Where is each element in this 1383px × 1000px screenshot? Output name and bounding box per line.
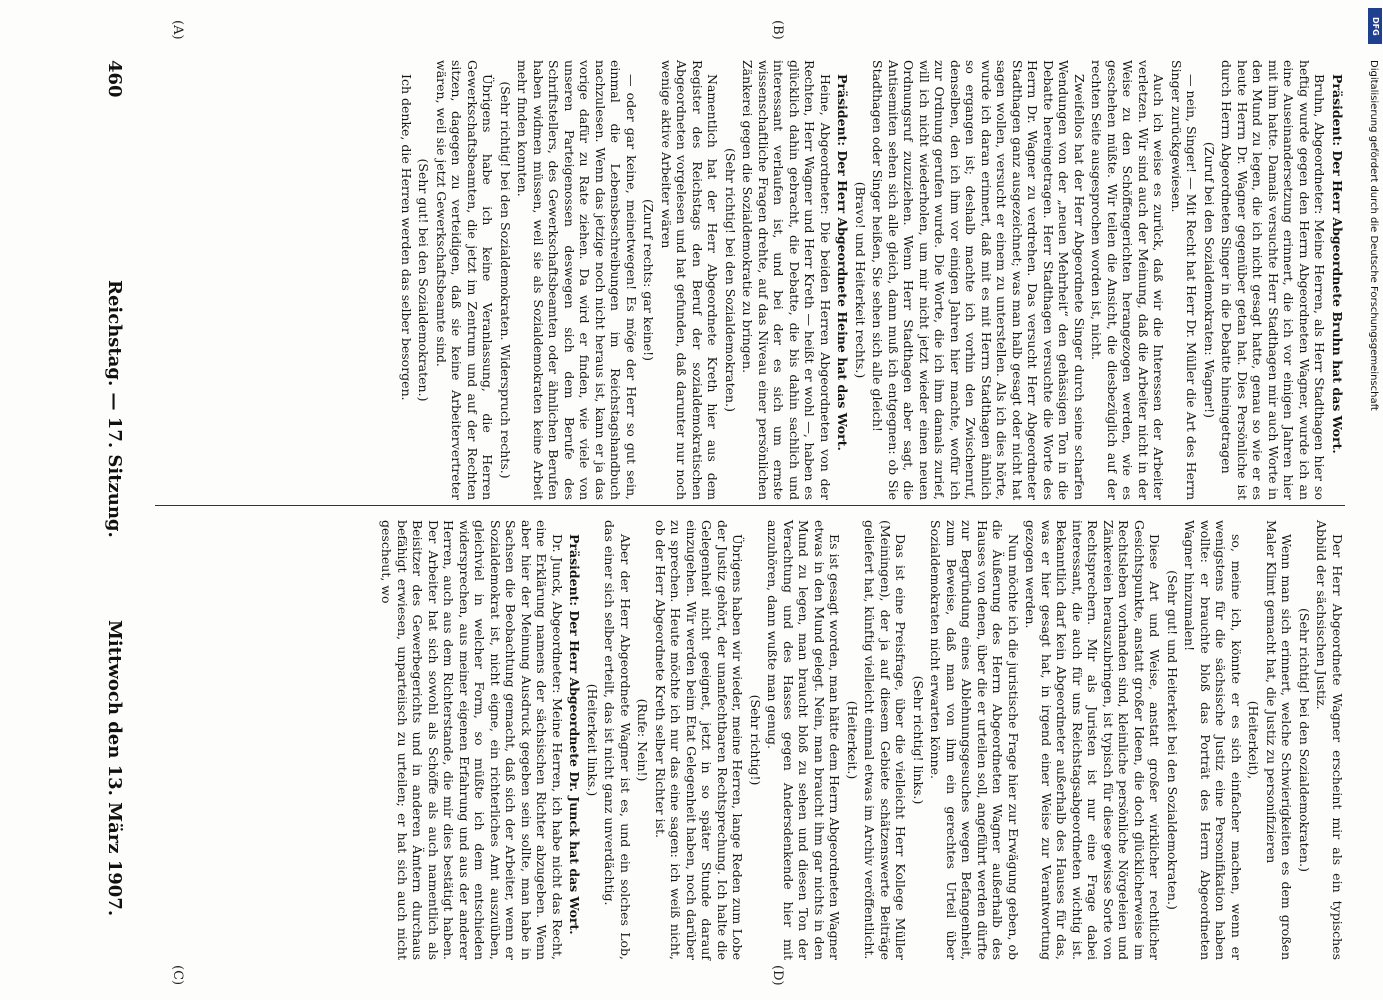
left-column-paragraph: Zweifellos hat der Herr Abgeordnete Singer durch seine scharfen Wendungen von der „neuen Mehrheit“ den gehässigen Ton in die Debatte hereingetragen. Herr Stadthagen versuchte die Worte des Herrn Dr. Wagner zu verdrehen. Das versucht Herr Abgeordneter Stadthagen ganz ausgezeichnet; was man halb gesagt oder nicht hat sagen wollen, versucht er einem zu unterstellen. Als ich dies hörte, wurde ich daran erinnert, daß mit es mit Herrn Stadthagen ähnlich so ergangen ist; deshalb machte ich vorhin den Zwischenruf, denselben, den ich ihm vor einigen Jahren hier machte, wofür ich zur Ordnung gerufen wurde. Die Worte, die ich ihm damals zurief, will ich nicht wiederholen, um mir nicht jetzt wieder einen neuen Ordnungsruf zuzuziehen. Wenn Herr Stadthagen aber sagt, die Antisemiten sehen sich alle gleich, dann muß ich entgegnen: ob Sie Stadthagen oder Singer heißen, Sie sehen sich alle gleich! [870,60,1087,500]
right-column-interjection: (Heiterkeit links.) [585,683,600,797]
left-column-paragraph: Heine, Abgeordneter: Die beiden Herren Abgeordneten von der Rechten, Herr Wagner und Herr Kreth — heißt er wohl —, haben es glücklich dahin gebracht, die Debatte, die bis dahin sachlich und interessant verlaufen ist, und bei der es sich um ernste wissenschaftliche Fragen drehte, auf das Niveau einer persönlichen Zänkerei gegen die Sozialdemokratie zu bringen. [740,60,833,500]
left-column-speaker-line: Präsident: Der Herr Abgeordnete Bruhn hat das Wort. [1330,74,1345,454]
right-column-paragraph: Übrigens haben wir wieder, meine Herren, lange Reden zum Lobe der Justiz gehört, der unanfechtbaren Rechtsprechung. Ich halte die Gelegenheit nicht geeignet, jetzt in so später Stunde darauf einzugehen. Wir werden beim Etat Gelegenheit haben, noch darüber zu sprechen. Heute möchte ich nur das eine sagen: ich weiß nicht, ob der Herr Abgeordnete Kreth selber Richter ist. [653,520,746,960]
left-column-interjection: (Zuruf rechts: gar keine!) [641,198,657,361]
margin-marker-b: (B) [770,20,785,40]
left-column-paragraph: — oder gar keine, meinetwegen! Es möge der Herr so gut sein, einmal die Lebensbeschreibungen im Reichstagshandbuch nachzulesen. Wenn das jetzige noch nicht heraus ist, kann er ja das vorige dafür zu Rate ziehen. Da wird er finden, wie viele von unseren Parteigenossen deswegen sich dem Berufe des Schriftstellers, des Gewerkschaftsbeamten oder ähnlichen Berufen haben widmen müssen, weil sie als Sozialdemokraten keine Arbeit mehr finden konnten. [515,60,639,500]
left-column-speaker-line: Präsident: Der Herr Abgeordnete Heine hat das Wort. [835,74,851,451]
right-column-speaker-line: Präsident: Der Herr Abgeordnete Dr. Junck hat das Wort. [567,534,583,935]
rotated-page-content [45,0,1345,1000]
right-column-paragraph: Es ist gesagt worden, man hätte dem Herrn Abgeordneten Wagner etwas in den Mund gelegt. Nein, man braucht ihm gar nichts in den Mund zu legen, man braucht bloß zu sehen und diesen Ton der Verachtung und des Hasses gegen Andersdenkende hier mit anzuhören, dann wußte man genug. [765,520,843,960]
session-date: Mittwoch den 13. März 1907. [104,620,125,917]
right-column-interjection: (Rufe: Nein!) [635,698,651,782]
left-column-interjection: (Zuruf bei den Sozialdemokraten: Wagner!) [1202,141,1217,419]
column-divider [155,505,1345,506]
left-column-paragraph: — nein, Singer! — Mit Recht hat Herr Dr. Müller die Art des Herrn Singer zurückgewiesen. [1169,60,1200,500]
right-column-interjection: (Sehr richtig! links.) [911,675,926,805]
right-column-paragraph: Aber der Herr Abgeordnete Wagner ist es, und ein solches Lob, das einer sich selber erteilt, das ist nicht ganz unverdächtig. [602,520,633,960]
right-column-paragraph: Wenn man sich erinnert, welche Schwierigkeiten es dem großen Maler Klimt gemacht hat, die Justiz zu personifizieren [1264,520,1295,960]
right-column-paragraph: Der Herr Abgeordnete Wagner erscheint mir als ein typisches Abbild der sächsischen Justiz. [1314,520,1345,960]
left-column-paragraph: Namentlich hat der Herr Abgeordnete Kreth hier aus dem Register des Reichstags den Beruf der sozialdemokratischen Abgeordneten vorgelesen und hat gefunden, daß darunter nur noch wenige aktive Arbeiter wären [659,60,721,500]
left-column-paragraph: Übrigens habe ich keine Veranlassung, die Herren Gewerkschaftsbeamten, die jetzt im Zentrum und auf der Rechten sitzen, dagegen zu verteidigen, daß sie keine Arbeitervertreter wären, weil sie jetzt Gewerkschaftsbeamte sind. [434,60,496,500]
right-column-paragraph: Nun möchte ich die juristische Frage hier zur Erwägung geben, ob die Äußerung des Herrn Abgeordneten Wagner außerhalb des Hauses von denen, über die er urteilen soll, angeführt werden dürfte zur Begründung eines Ablehnungsgesuches wegen Befangenheit, zum Beweise, daß man von ihm ein gerechtes Urteil über Sozialdemokraten nicht erwarten könne. [928,520,1021,960]
page-number: 460 [104,60,125,98]
margin-marker-a: (A) [170,20,185,40]
left-column-interjection: (Sehr gut! bei den Sozialdemokraten.) [416,158,432,402]
digitization-strip [1365,0,1383,1000]
right-column-interjection: (Sehr gut! und Heiterkeit bei den Sozialdemokraten.) [1165,570,1180,910]
right-column-paragraph: so, meine ich, könnte er es sich einfacher machen, wenn er wenigstens für die sächsische Justiz eine Personifikation haben wollte: er brauchte bloß das Porträt des Herrn Abgeordneten Wagner hinzumalen! [1182,520,1244,960]
right-column-interjection: (Sehr richtig! bei den Sozialdemokraten.) [1297,608,1312,872]
right-column-interjection: (Heiterkeit), [1246,700,1262,780]
left-column-paragraph: Bruhn, Abgeordneter: Meine Herren, als Herr Stadthagen hier so heftig wurde gegen den Herrn Abgeordneten Wagner, wurde ich an eine Auseinandersetzung erinnert, die ich vor einigen Jahren hier mit ihm hatte. Damals versuchte Herr Stadthagen mir auch Worte in den Mund zu legen, die ich nicht gesagt hatte, genau so wie er es heute Herrn Dr. Wagner gegenüber getan hat. Dies Persönliche ist durch Herrn Abgeordneten Singer in die Debatte hineingetragen [1219,60,1328,500]
margin-marker-d: (D) [770,965,785,986]
left-column-paragraph: Auch ich weise es zurück, daß wir die Interessen der Arbeiter verletzen. Wir sind auch der Meinung, daß die Arbeiter nicht in der Weise zu den Schöffengerichten herangezogen werden, wie es geschehen müßte. Wir teilen die Ansicht, die diesbezüglich auf der rechten Seite ausgesprochen worden ist, nicht. [1089,60,1167,500]
left-column-interjection: (Bravo! und Heiterkeit rechts.) [853,181,868,379]
right-column-paragraph: Das ist eine Preisfrage, über die vielleicht Herr Kollege Müller (Meiningen), der ja auf diesem Gebiete schätzenswerte Beiträge geliefert hat, künftig vielleicht einmal etwas im Archiv veröffentlicht. [862,520,909,960]
left-column-interjection: (Sehr richtig! bei den Sozialdemokraten. Widerspruch rechts.) [498,81,513,479]
left-column-paragraph: Ich denke, die Herren werden das selber besorgen. [399,74,414,401]
page-header [95,60,125,960]
right-column-paragraph: Diese Art und Weise, anstatt großer wirklicher rechtlicher Gesichtspunkte, anstatt großer Ideen, die doch glücklicherweise im Rechtsleben vorhanden sind, kleinliche persönliche Nörgeleien und Zänkereien herauszubringen, ist typisch für diese gewisse Sorte von Rechtsprechern. Mir als Juristen ist nur eine Frage dabei interessant, die auch für uns Reichstagsabgeordneten wichtig ist. Bekanntlich darf kein Abgeordneter außerhalb des Hauses für das, was er hier gesagt hat, in irgend einer Weise zur Verantwortung gezogen werden. [1023,520,1163,960]
dfg-logo: DFG [1368,8,1382,44]
right-column-paragraph: Dr. Junck, Abgeordneter: Meine Herren, ich habe nicht das Recht, eine Erklärung namens der sächsischen Richter abzugeben. Wenn aber hier der Meinung Ausdruck gegeben sein sollte, man habe in Sachsen die Beobachtung gemacht, daß sich der Arbeiter, wenn er Sozialdemokrat ist, nicht eigne, ein richterliches Amt auszuüben, gleichviel in welcher Form, so müßte ich dem entschieden widersprechen, aus meiner eigenen Erfahrung und aus der anderer Herren, auch aus dem Richterstande, die mir dies bestätigt haben. Der Arbeiter hat sich sowohl als Schöffe als auch namentlich als Beisitzer des Gewerbegerichts und in anderen Ämtern durchaus befähigt erwiesen, unparteiisch zu urteilen; er hat sich auch nicht gescheut, wo [379,520,565,960]
right-column-interjection: (Sehr richtig!) [748,694,763,786]
margin-marker-c: (C) [170,965,185,986]
session-title: Reichstag. — 17. Sitzung. [104,280,125,538]
left-column-interjection: (Sehr richtig! bei den Sozialdemokraten.) [723,148,738,412]
right-column [145,520,1345,960]
right-column-interjection: (Heiterkeit.) [845,700,860,780]
left-column [145,60,1345,500]
digitization-credit: Digitalisierung gefördert durch die Deutsche Forschungsgemeinschaft [1368,60,1379,411]
